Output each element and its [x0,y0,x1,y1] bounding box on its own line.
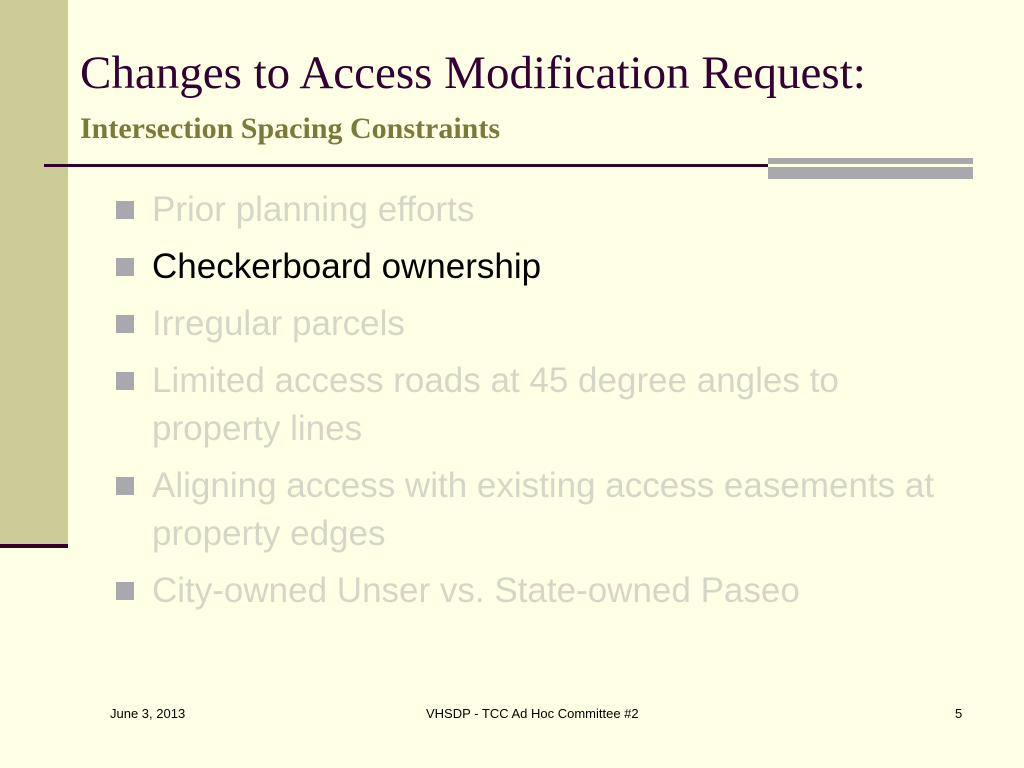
page-number: 5 [955,706,963,721]
bullet-list [116,186,966,624]
bullet-text: City-owned Unser vs. State-owned Paseo [152,571,800,610]
slide-subtitle: Intersection Spacing Constraints [80,112,501,145]
bullet-item [116,357,966,453]
side-decor-bar [0,0,68,545]
square-bullet-icon [116,258,134,276]
bullet-text: Checkerboard ownership [152,247,542,286]
square-bullet-icon [116,372,134,390]
title-accent-bar [768,158,973,179]
side-decor-rule [0,544,68,548]
bullet-item [116,243,966,291]
bullet-text: Irregular parcels [152,304,405,343]
bullet-item [116,567,966,615]
square-bullet-icon [116,477,134,495]
bullet-item [116,186,966,234]
bullet-item [116,462,966,558]
square-bullet-icon [116,201,134,219]
bullet-text: Aligning access with existing access easements at property edges [152,466,935,553]
bullet-item [116,300,966,348]
bullet-text: Prior planning efforts [152,190,475,229]
footer-date: June 3, 2013 [110,706,186,721]
square-bullet-icon [116,315,134,333]
bullet-text: Limited access roads at 45 degree angles to property lines [152,361,839,448]
square-bullet-icon [116,582,134,600]
footer-title: VHSDP - TCC Ad Hoc Committee #2 [426,706,639,721]
slide-title: Changes to Access Modification Request: [80,47,866,99]
